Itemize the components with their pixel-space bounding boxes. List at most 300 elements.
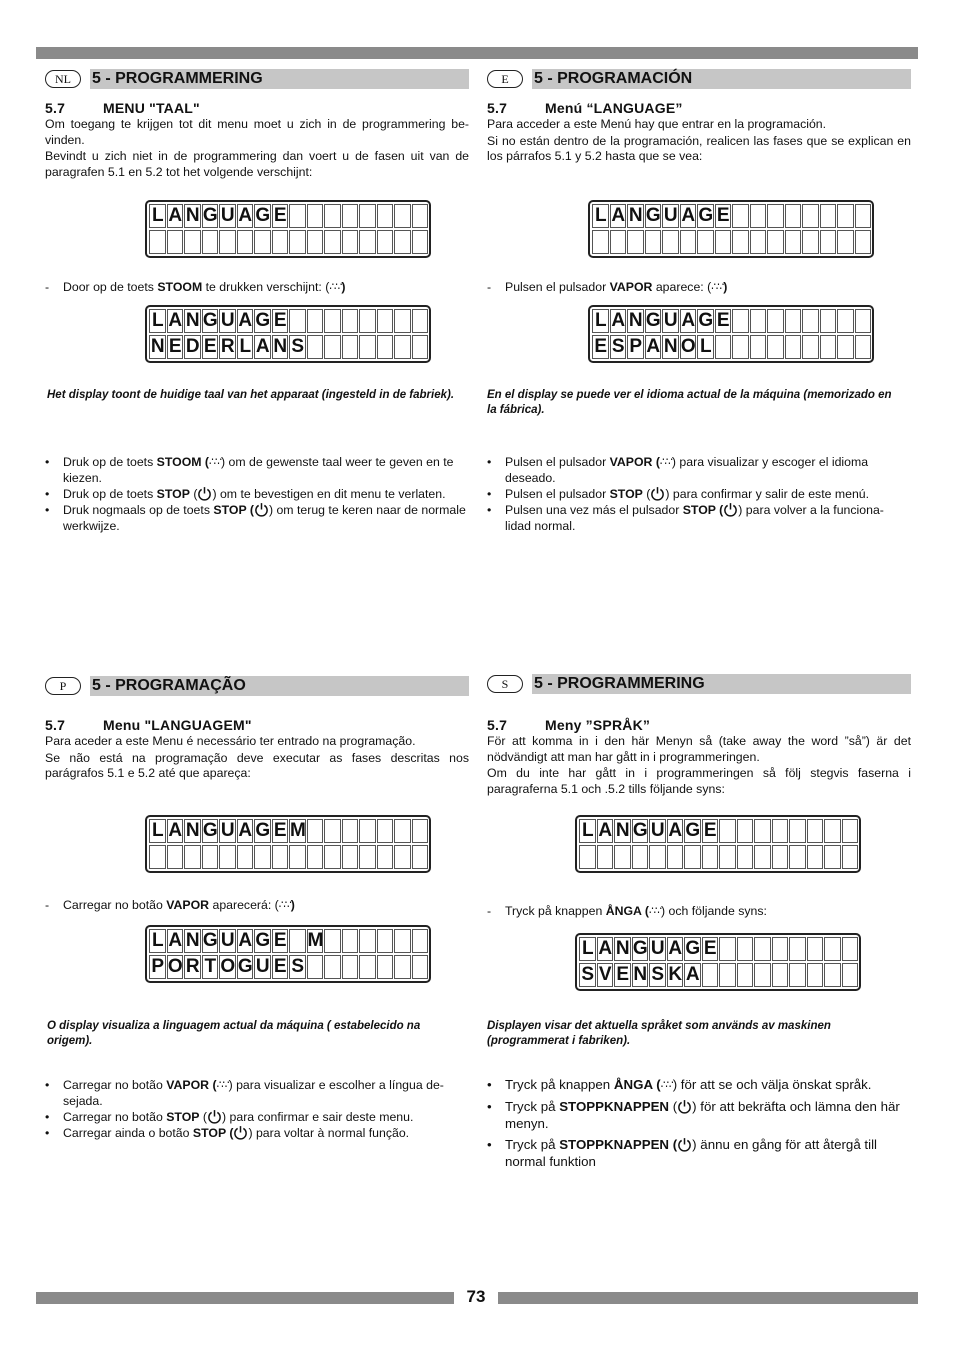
lcd-cell [772,845,789,869]
display-note: En el display se puede ver el idioma actual de la máquina (memorizado en la fábrica). [487,389,892,416]
lcd-cell [824,937,841,961]
lcd-cell: N [185,310,199,331]
lcd-cell: U [663,205,677,226]
power-icon [723,503,738,517]
lcd-cell [719,963,736,987]
lcd-cell [824,819,841,843]
button-name: STOP [609,487,643,501]
display-note: Displayen visar det aktuella språket som används av maskinen (programmerat i fabriken). [487,1020,831,1047]
page-number: 73 [466,1287,486,1306]
lcd-cell [842,819,859,843]
lcd-cell: S [579,963,596,987]
intro-text-2: Si no están dentro de la programación, realicen las fases que se explican en los párrafos 5.1 y 5.2 hasta que se vea: [487,133,911,163]
lcd-cell [855,204,872,228]
list-item [45,502,470,534]
bullet-text: ) para visualizar e escolher a língua de-sejada. [63,1078,444,1108]
lcd-cell: L [579,819,596,843]
lcd-cell [272,230,289,254]
steam-icon: ∴∵ [209,456,222,468]
bullet-text: ( [189,487,198,501]
bottom-rule-right [498,1292,918,1304]
lcd-display-2 [145,305,431,363]
lcd-cell [394,230,411,254]
list-item [45,486,470,502]
lcd-cell [412,955,429,979]
bullet-text: ) om terug te keren naar de normale werkwijze. [63,503,466,533]
lcd-cell: L [149,819,166,843]
lcd-cell [307,955,324,979]
step-instruction: - Pulsen el pulsador VAPOR aparece: (∴∵) [487,280,728,294]
lcd-cell: G [202,205,217,226]
steam-icon: ∴∵ [711,281,724,293]
button-name: STOP ( [192,1126,234,1140]
lcd-cell [307,845,324,869]
lcd-cell: G [202,310,217,331]
button-name: STOP ( [213,503,254,517]
section-es [487,69,911,165]
lcd-cell [377,929,394,953]
lcd-cell [342,230,359,254]
lcd-cell: G [632,820,647,841]
lcd-cell: A [238,205,252,226]
steam-icon: ∴∵ [660,1079,673,1091]
lcd-row [591,309,871,333]
lcd-cell: E [715,309,732,333]
list-item [487,502,907,534]
lcd-cell [789,845,806,869]
lcd-cell [732,230,749,254]
lcd-cell [750,230,767,254]
lcd-cell: P [149,955,166,979]
lcd-cell [289,230,306,254]
language-badge: S [487,675,523,693]
language-badge: P [45,677,81,695]
lcd-cell [342,929,359,953]
list-item [45,1125,470,1141]
language-badge: E [487,70,523,88]
lcd-cell [802,335,819,359]
bullet-list [487,454,907,534]
lcd-cell: A [168,310,182,331]
list-item [487,1136,912,1170]
lcd-cell [732,335,749,359]
steam-icon: ∴∵ [648,905,661,917]
lcd-cell [772,937,789,961]
lcd-cell [785,309,802,333]
lcd-cell [767,204,784,228]
list-item [45,454,470,486]
lcd-cell: A [255,336,269,357]
lcd-cell: O [167,956,182,977]
bullet-text: ) para confirmar e sair deste menu. [222,1110,414,1124]
lcd-cell [254,845,271,869]
lcd-cell [842,845,859,869]
lcd-cell [855,335,872,359]
lcd-cell: A [598,820,612,841]
lcd-cell [394,955,411,979]
lcd-cell [737,819,754,843]
lcd-cell [772,819,789,843]
steam-icon: ∴∵ [329,281,342,293]
subsection-heading: 5.7 Menu "LANGUAGEM" [45,717,252,733]
section-header [45,676,469,696]
lcd-cell [377,204,394,228]
lcd-cell [324,955,341,979]
lcd-cell [632,845,649,869]
lcd-cell [412,204,429,228]
bullet-list [45,454,470,534]
lcd-cell [754,845,771,869]
lcd-cell [394,204,411,228]
section-title: 5 - PROGRAMMERING [532,674,911,694]
lcd-cell [394,845,411,869]
lcd-cell [184,845,201,869]
lcd-cell: D [185,336,199,357]
subsection-heading: 5.7 MENU "TAAL" [45,100,200,116]
lcd-cell: A [685,964,699,985]
lcd-cell: N [628,310,642,331]
lcd-cell: U [650,938,664,959]
lcd-cell [772,963,789,987]
lcd-cell [579,845,596,869]
lcd-cell [842,937,859,961]
lcd-cell [737,845,754,869]
section-header [487,69,911,89]
lcd-cell [837,230,854,254]
lcd-cell: L [149,929,166,953]
list-item [487,454,907,486]
lcd-cell: L [592,204,609,228]
lcd-cell [820,230,837,254]
lcd-cell [807,963,824,987]
lcd-cell [680,230,697,254]
intro-text-1: Om toegang te krijgen tot dit menu moet u zich in de programmering be-vinden. [45,117,469,147]
lcd-cell: G [645,205,660,226]
lcd-cell [219,230,236,254]
lcd-cell: G [237,956,252,977]
section-header [487,674,911,694]
lcd-cell [785,230,802,254]
lcd-row [578,963,858,987]
intro-text-2: Bevindt u zich niet in de programmering dan voert u de fasen uit van de paragrafen 5.1 en 5.2 tot het volgende verschijnt: [45,149,469,179]
lcd-row [148,929,428,953]
bullet-text: Tryck på [505,1099,560,1114]
lcd-cell: E [715,204,732,228]
lcd-cell [824,963,841,987]
section-nl [45,69,469,180]
lcd-cell [324,230,341,254]
lcd-cell [342,819,359,843]
lcd-cell [785,204,802,228]
button-name: STOPPKNAPPEN [559,1099,670,1114]
lcd-cell: G [685,820,700,841]
power-icon [254,503,269,517]
lcd-cell: A [681,205,695,226]
bullet-text: Pulsen el pulsador [505,487,610,501]
lcd-cell: E [614,963,631,987]
lcd-cell: S [289,335,306,359]
lcd-cell: N [615,938,629,959]
lcd-cell [837,204,854,228]
lcd-cell: G [685,938,700,959]
steam-icon: ∴∵ [659,456,672,468]
bullet-text: Carregar no botão [63,1078,167,1092]
lcd-cell: G [698,205,713,226]
lcd-cell [750,204,767,228]
bullet-text: ) för att se och välja önskat språk. [672,1077,872,1092]
lcd-cell: L [237,335,254,359]
list-item [45,1109,470,1125]
lcd-cell [597,845,614,869]
lcd-cell: A [611,205,625,226]
list-item [45,1077,470,1109]
lcd-display-1 [575,815,861,873]
lcd-cell [272,845,289,869]
lcd-cell [237,845,254,869]
lcd-cell [394,929,411,953]
lcd-cell: P [627,335,644,359]
lcd-cell [789,963,806,987]
top-rule [36,47,918,59]
lcd-cell: R [185,956,199,977]
section-header [45,69,469,89]
lcd-display-1 [145,815,431,873]
lcd-cell [307,230,324,254]
lcd-cell: L [697,335,714,359]
lcd-cell [342,845,359,869]
intro-text-2: Se não está na programação deve executar as fases descritas nos parágrafos 5.1 e 5.2 até que apareça: [45,750,469,780]
lcd-cell [820,204,837,228]
power-icon [677,1099,692,1114]
lcd-cell: S [649,963,666,987]
bullet-text: ) för att bekräfta och lämna den här menyn. [505,1099,900,1131]
lcd-cell [667,845,684,869]
lcd-cell [737,937,754,961]
lcd-cell [342,335,359,359]
lcd-cell [359,955,376,979]
lcd-cell: A [238,310,252,331]
lcd-cell [289,845,306,869]
intro-text-1: Para aceder a este Menu é necessário ter entrado na programação. [45,734,416,748]
lcd-cell [719,819,736,843]
lcd-cell [750,309,767,333]
lcd-cell [412,819,429,843]
lcd-cell: U [220,930,234,951]
lcd-display-1 [145,200,431,258]
lcd-cell [377,309,394,333]
lcd-cell: A [238,930,252,951]
lcd-cell [754,963,771,987]
lcd-cell [324,309,341,333]
lcd-cell [737,963,754,987]
subsection-heading: 5.7 Meny ”SPRÅK” [487,717,651,733]
button-name: STOOM ( [156,455,210,469]
lcd-cell [732,204,749,228]
button-name: STOPPKNAPPEN ( [559,1137,678,1152]
lcd-cell [702,963,719,987]
lcd-cell [807,937,824,961]
lcd-cell: L [149,309,166,333]
section-sv [487,674,911,797]
lcd-cell [324,819,341,843]
power-icon [650,487,665,501]
lcd-cell [359,335,376,359]
lcd-cell: E [272,955,289,979]
lcd-cell [342,309,359,333]
lcd-cell: K [668,964,682,985]
lcd-row [148,845,428,869]
lcd-cell: U [255,956,269,977]
bottom-rule-left [36,1292,454,1304]
lcd-cell [412,230,429,254]
lcd-cell: N [633,964,647,985]
lcd-cell [342,955,359,979]
lcd-cell: A [681,310,695,331]
bullet-text: Druk nogmaals op de toets [63,503,214,517]
lcd-display-1 [588,200,874,258]
lcd-cell [219,845,236,869]
lcd-cell [789,937,806,961]
lcd-cell [307,204,324,228]
lcd-cell [394,819,411,843]
bullet-list [487,1076,912,1174]
bullet-text: Carregar no botão [63,1110,167,1124]
lcd-cell: U [650,820,664,841]
lcd-row [148,204,428,228]
lcd-cell [802,309,819,333]
lcd-cell [149,230,166,254]
lcd-cell: A [168,930,182,951]
lcd-cell: G [255,310,270,331]
lcd-cell [377,845,394,869]
lcd-cell [359,204,376,228]
lcd-cell: N [150,336,164,357]
bullet-text: ) para voltar à normal função. [248,1126,410,1140]
lcd-cell [342,204,359,228]
lcd-cell [767,230,784,254]
bullet-text: ( [199,1110,208,1124]
steam-icon: ∴∵ [216,1079,229,1091]
lcd-cell [324,845,341,869]
lcd-cell: A [238,820,252,841]
lcd-cell [645,230,662,254]
bullet-text: ) para visualizar y escoger el idioma deseado. [505,455,869,485]
lcd-row [148,230,428,254]
lcd-cell [614,845,631,869]
lcd-cell: G [698,310,713,331]
power-icon [207,1110,222,1124]
section-title: 5 - PROGRAMAÇÃO [90,676,469,696]
bullet-text: Druk op de toets [63,455,157,469]
lcd-cell: E [272,309,289,333]
lcd-cell [289,309,306,333]
lcd-cell [412,335,429,359]
lcd-cell [289,204,306,228]
lcd-cell [789,819,806,843]
lcd-cell: G [255,205,270,226]
lcd-cell: U [220,310,234,331]
lcd-cell [359,819,376,843]
lcd-cell [202,230,219,254]
lcd-cell [307,819,324,843]
step-instruction: - Carregar no botão VAPOR aparecerá: (∴∵) [45,898,295,912]
lcd-cell: N [185,930,199,951]
lcd-cell [855,309,872,333]
lcd-cell: T [202,955,219,979]
lcd-cell [837,309,854,333]
lcd-cell: E [272,929,289,953]
lcd-cell [697,230,714,254]
lcd-cell [237,230,254,254]
bullet-text: Pulsen una vez más el pulsador [505,503,683,517]
lcd-cell [802,230,819,254]
lcd-row [591,335,871,359]
lcd-cell [412,929,429,953]
bullet-text: ) ännu en gång för att återgå till normal funktion [505,1137,877,1169]
lcd-cell [754,819,771,843]
list-item [487,486,907,502]
list-item [487,1098,912,1132]
lcd-cell: G [645,310,660,331]
button-name: STOP ( [682,503,724,517]
lcd-cell: G [255,930,270,951]
lcd-cell: M [290,820,305,841]
lcd-cell [715,335,732,359]
lcd-cell [307,309,324,333]
lcd-cell [807,819,824,843]
lcd-cell [254,230,271,254]
lcd-cell: G [632,938,647,959]
lcd-cell: V [597,963,614,987]
language-badge: NL [45,70,81,88]
lcd-cell: N [628,205,642,226]
lcd-cell: E [702,937,719,961]
lcd-cell [754,937,771,961]
lcd-cell: A [168,820,182,841]
lcd-cell: N [273,336,287,357]
lcd-cell [149,845,166,869]
bullet-text: ( [642,487,651,501]
button-name: VAPOR ( [166,1078,217,1092]
lcd-cell: G [202,930,217,951]
lcd-cell [702,845,719,869]
lcd-cell: E [167,335,184,359]
intro-text-1: För att komma in i den här Menyn så (take away the word ”så”) är det nödvändigt att man har gått in i programmeringen. [487,734,911,764]
lcd-cell [394,335,411,359]
step-instruction: - Tryck på knappen ÅNGA (∴∵) och följande syns: [487,904,767,918]
lcd-cell: A [668,820,682,841]
lcd-cell: N [663,336,677,357]
lcd-row [148,309,428,333]
lcd-cell: L [579,937,596,961]
lcd-row [148,335,428,359]
bullet-text: Tryck på knappen [505,1077,614,1092]
lcd-cell: N [185,820,199,841]
lcd-cell [802,204,819,228]
lcd-cell [412,845,429,869]
lcd-display-2 [145,925,431,983]
lcd-cell: A [598,938,612,959]
lcd-cell: N [185,205,199,226]
lcd-display-2 [588,305,874,363]
lcd-cell [359,929,376,953]
lcd-cell: A [646,336,660,357]
lcd-cell [377,819,394,843]
power-icon [677,1137,692,1152]
lcd-cell [202,845,219,869]
section-title: 5 - PROGRAMACIÓN [532,69,911,89]
bullet-text: Druk op de toets [63,487,157,501]
